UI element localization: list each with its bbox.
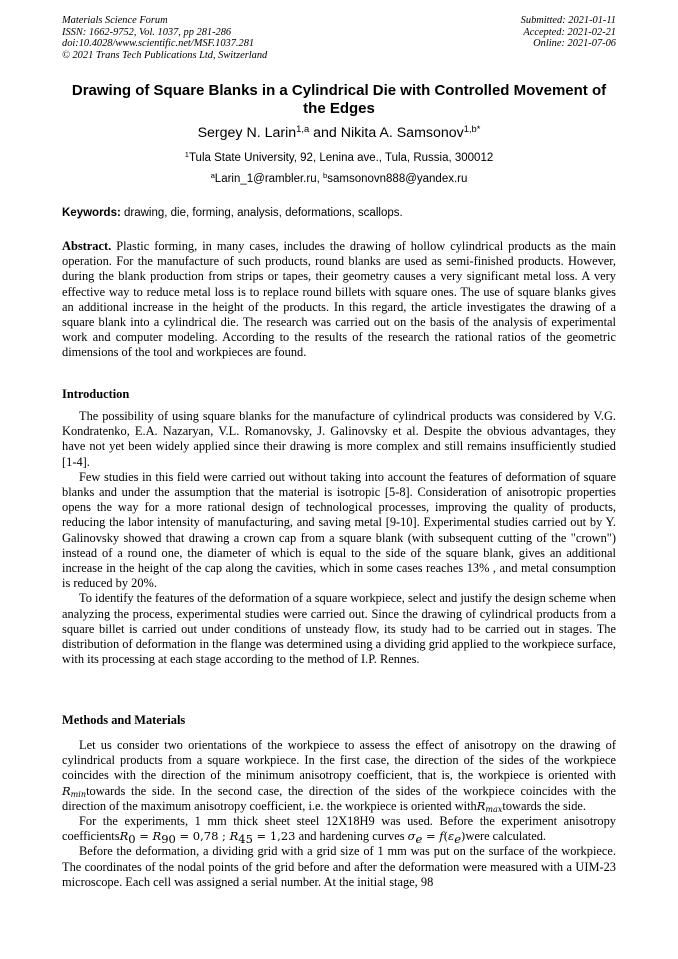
abstract-text: Plastic forming, in many cases, includes the drawing of hollow cylindrical products as the main operation. For the manufacture of such products, round blanks are used as semi-finished products. However, during the blank production from strips or tapes, their geometry causes a very significant metal loss. A very effective way to reduce metal loss is to replace round billets with square ones. The use of square blanks gives an additional increase in the height of the products. In this regard, the article investigates the drawing of a square blank into a cylindrical die. The research was carried out on the basis of the analysis of experimental work and computer modeling. According to the results of the research the rational ratios of the geometric dimensions of the tool and workpieces are found. [62,239,616,360]
math-subscript: e [454,832,462,847]
author-superscript: 1,a [296,123,310,134]
math-symbol: R [229,829,239,844]
math-symbol: f [439,829,444,844]
math-subscript: 0 [128,832,136,847]
paragraph: The possibility of using square blanks for the manufacture of cylindrical products was considered by V.G. Kondratenko, E.A. Nazaryan, V.L. Romanovsky, J. Galinovsky et al. Despite the obvious advantages, they have not yet been widely applied since their drawing is more complex and still remains insufficiently studied [1-4]. [62,409,616,469]
math-symbol: R [119,829,129,844]
math-operator: = [422,829,440,844]
text-run: towards the side. [502,798,587,813]
math-symbol: R [62,783,71,798]
math-anisotropy-coefficients [119,829,296,847]
author-name: Sergey N. Larin [197,125,297,141]
math-subscript: 90 [161,832,176,847]
affiliation [62,151,616,165]
keywords-label: Keywords: [62,207,121,219]
math-hardening-curve [407,829,466,847]
doi: doi:10.4028/www.scientific.net/MSF.1037.281 [62,38,255,49]
text-run: For the experiments, 1 mm thick sheet steel 12X18H9 was used. Before the experiment anisotropy coefficients [62,814,616,844]
section-heading-methods: Methods and Materials [62,713,186,727]
email-address: Larin_1@rambler.ru, [214,173,323,185]
email-superscript: a [210,170,215,180]
math-symbol: ε [448,829,455,844]
online-date: Online: 2021-07-06 [533,38,616,49]
math-symbol: R [152,829,162,844]
math-symbol: σ [407,829,416,844]
math-symbol: R [476,798,486,813]
math-subscript: 45 [238,832,253,847]
text-run: were calculated. [465,829,547,844]
paragraph: Before the deformation, a dividing grid with a grid size of 1 mm was put on the surface of the workpiece. The coordinates of the nodal points of the grid before and after the deformation were measured with a UIM-23 microscope. Each cell was assigned a serial number. At the initial stage, 98 [62,844,616,889]
abstract-label: Abstract. [62,239,112,253]
text-run: and hardening curves [295,829,408,844]
author-list [62,125,616,142]
author-emails [62,172,616,186]
math-operator: ) [461,829,466,844]
math-subscript: e [415,832,423,847]
math-operator: = 1,23 [252,829,296,844]
abstract [62,239,616,361]
email-address: samsonovn888@yandex.ru [327,173,468,185]
copyright: © 2021 Trans Tech Publications Ltd, Switzerland [62,49,268,61]
introduction-body [62,409,616,667]
email-superscript: b [323,170,328,180]
issn: ISSN: 1662-9752, Vol. 1037, pp 281-286 [62,26,232,38]
math-subscript: min [70,789,87,799]
submitted-date: Submitted: 2021-01-11 [520,15,616,26]
math-subscript: max [485,804,503,814]
methods-body [62,738,616,890]
paragraph [62,814,616,847]
affiliation-superscript: 1 [184,149,189,159]
paragraph: To identify the features of the deformation of a square workpiece, select and justify the design scheme when analyzing the process, experimental studies were carried out. Since the drawing of cylindrical products from a square billet is carried out under conditions of unsteady flow, its study had to be carried out in stages. The distribution of deformation in the flange was determined using a dividing grid applied to the workpiece surface, with its processing at each stage according to the method of I.P. Rennes. [62,591,616,667]
math-operator: = 0,78 ; [175,829,230,844]
math-r-min [62,784,86,798]
affiliation-text: Tula State University, 92, Lenina ave., Tula, Russia, 300012 [188,152,494,164]
journal-name: Materials Science Forum [62,15,168,26]
paragraph [62,738,616,814]
author-name: Nikita A. Samsonov [340,125,464,141]
keywords-text: drawing, die, forming, analysis, deformations, scallops. [120,207,403,219]
keywords [62,206,616,220]
math-operator: = [135,829,153,844]
author-conjunction: and [309,125,341,141]
publication-info [62,15,267,61]
math-r-max [477,799,503,813]
publication-dates [521,15,616,50]
math-operator: ( [443,829,449,844]
text-run: Let us consider two orientations of the workpiece to assess the effect of anisotropy on the drawing of cylindrical products from a square workpiece. In the first case, the direction of the sides of the workpiece coincides with the direction of the minimum anisotropy coefficient, that is, the workpiece is oriented with [62,738,616,783]
author-superscript: 1,b* [463,123,481,134]
text-run: towards the side. In the second case, the direction of the sides of the workpiece coincides with the direction of the maximum anisotropy coefficient, i.e. the workpiece is oriented with [62,783,616,813]
paragraph: Few studies in this field were carried out without taking into account the features of deformation of square blanks and under the assumption that the material is isotropic [5-8]. Consideration of anisotropic properties opens the way for a more rational design of technological processes, improving the quality of products, reducing the labor intensity of manufacturing, and saving metal [9-10]. Experimental studies carried out by Y. Galinovsky showed that drawing a crown cap from a square blank (with subsequent cutting of the "crown") instead of a round one, the diameter of which is equal to the side of the square blank, gives an additional increase in the height of the cap along the cavities, which in some cases reaches 13% , and metal consumption is reduced by 20%. [62,469,616,591]
accepted-date: Accepted: 2021-02-21 [523,26,616,38]
paper-title: Drawing of Square Blanks in a Cylindrical Die with Controlled Movement of the Edges [71,82,607,117]
section-heading-introduction: Introduction [62,387,130,401]
